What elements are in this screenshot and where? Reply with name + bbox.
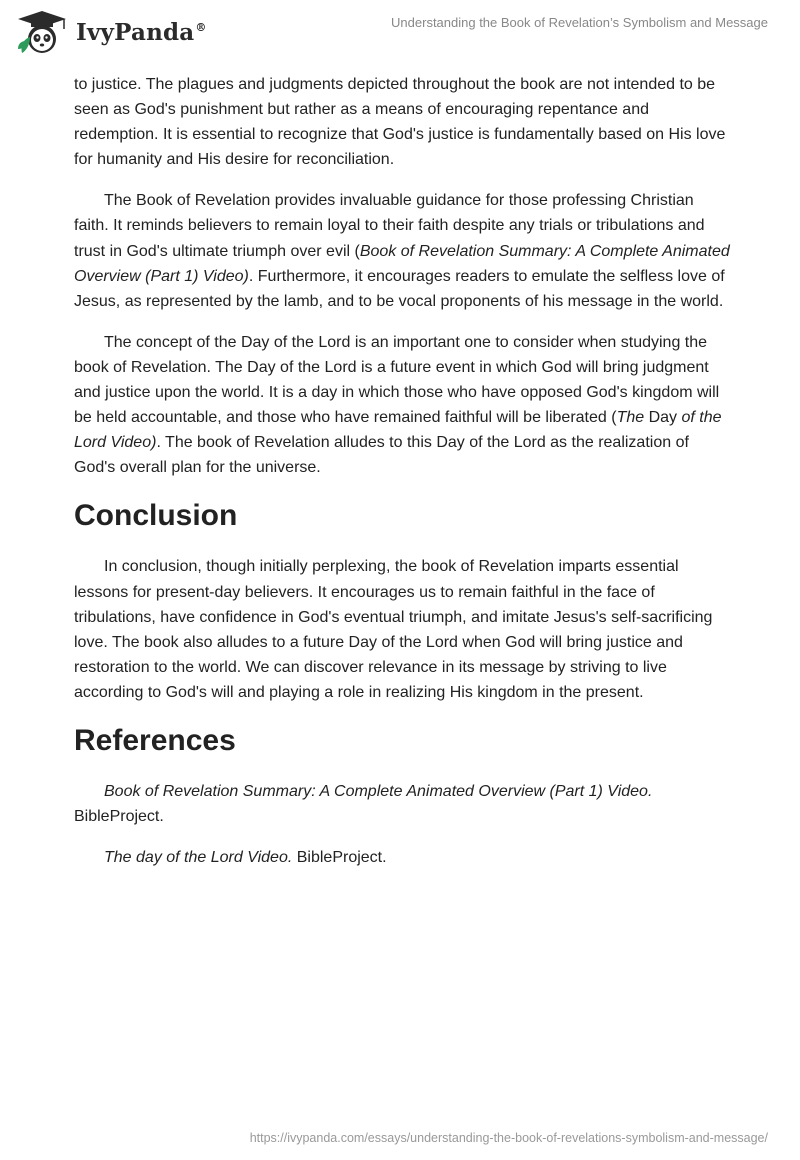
citation: Book of Revelation Summary: A Complete Animated Overview (Part 1) Video) [74,242,730,285]
citation: of the Lord Video) [74,409,722,452]
conclusion-heading: Conclusion [74,499,238,533]
citation: The [616,409,645,427]
paragraph-day-of-lord: The concept of the Day of the Lord is an important one to consider when studying the book of Revelation. The Day of the Lord is a future event in which God will bring judgment and justice upon the world. It is a day in which those who have opposed God's kingdom will be held accountable, and those who have remained faithful will be liberated (The Day of the Lord Video). The book of Revelation alludes to this Day of the Lord as the realization of God's overall plan for the universe. [74,333,722,477]
reference-item: Book of Revelation Summary: A Complete Animated Overview (Part 1) Video. BibleProject. [74,782,653,826]
source-url[interactable]: https://ivypanda.com/essays/understanding-the-book-of-revelations-symbolism-and-message/ [249,1131,768,1145]
document-title: Understanding the Book of Revelation’s Symbolism and Message [391,15,768,30]
logo-wordmark: IvyPanda® [76,18,207,46]
paragraph-justice: to justice. The plagues and judgments depicted throughout the book are not intended to be seen as God's punishment but rather as a means of encouraging repentance and redemption. It is essential to recognize that God's justice is fundamentally based on His love for humanity and His desire for reconciliation. [74,76,726,169]
panda-graduate-icon [14,9,70,55]
paragraph-guidance: The Book of Revelation provides invaluable guidance for those professing Christian faith. It reminds believers to remain loyal to their faith despite any trials or tribulations and trust in God's ultimate triumph over evil (Book of Revelation Summary: A Complete Animated Overview (Part 1) Video). Furthermore, it encourages readers to emulate the selfless love of Jesus, as represented by the lamb, and to be vocal proponents of his message in the world. [74,192,730,310]
essay-body [74,72,730,886]
paragraph-conclusion: In conclusion, though initially perplexing, the book of Revelation imparts essential lessons for present-day believers. It encourages us to remain faithful in the face of tribulations, have confidence in God's eventual triumph, and imitate Jesus's self-sacrificing love. The book also alludes to a future Day of the Lord when God will bring justice and restoration to the world. We can discover relevance in its message by striving to live according to God's will and playing a role in realizing His kingdom in the present. [74,558,713,701]
reference-item: The day of the Lord Video. BibleProject. [104,849,387,867]
references-heading: References [74,723,236,757]
page-header [0,0,800,70]
ivypanda-logo[interactable] [14,8,214,56]
